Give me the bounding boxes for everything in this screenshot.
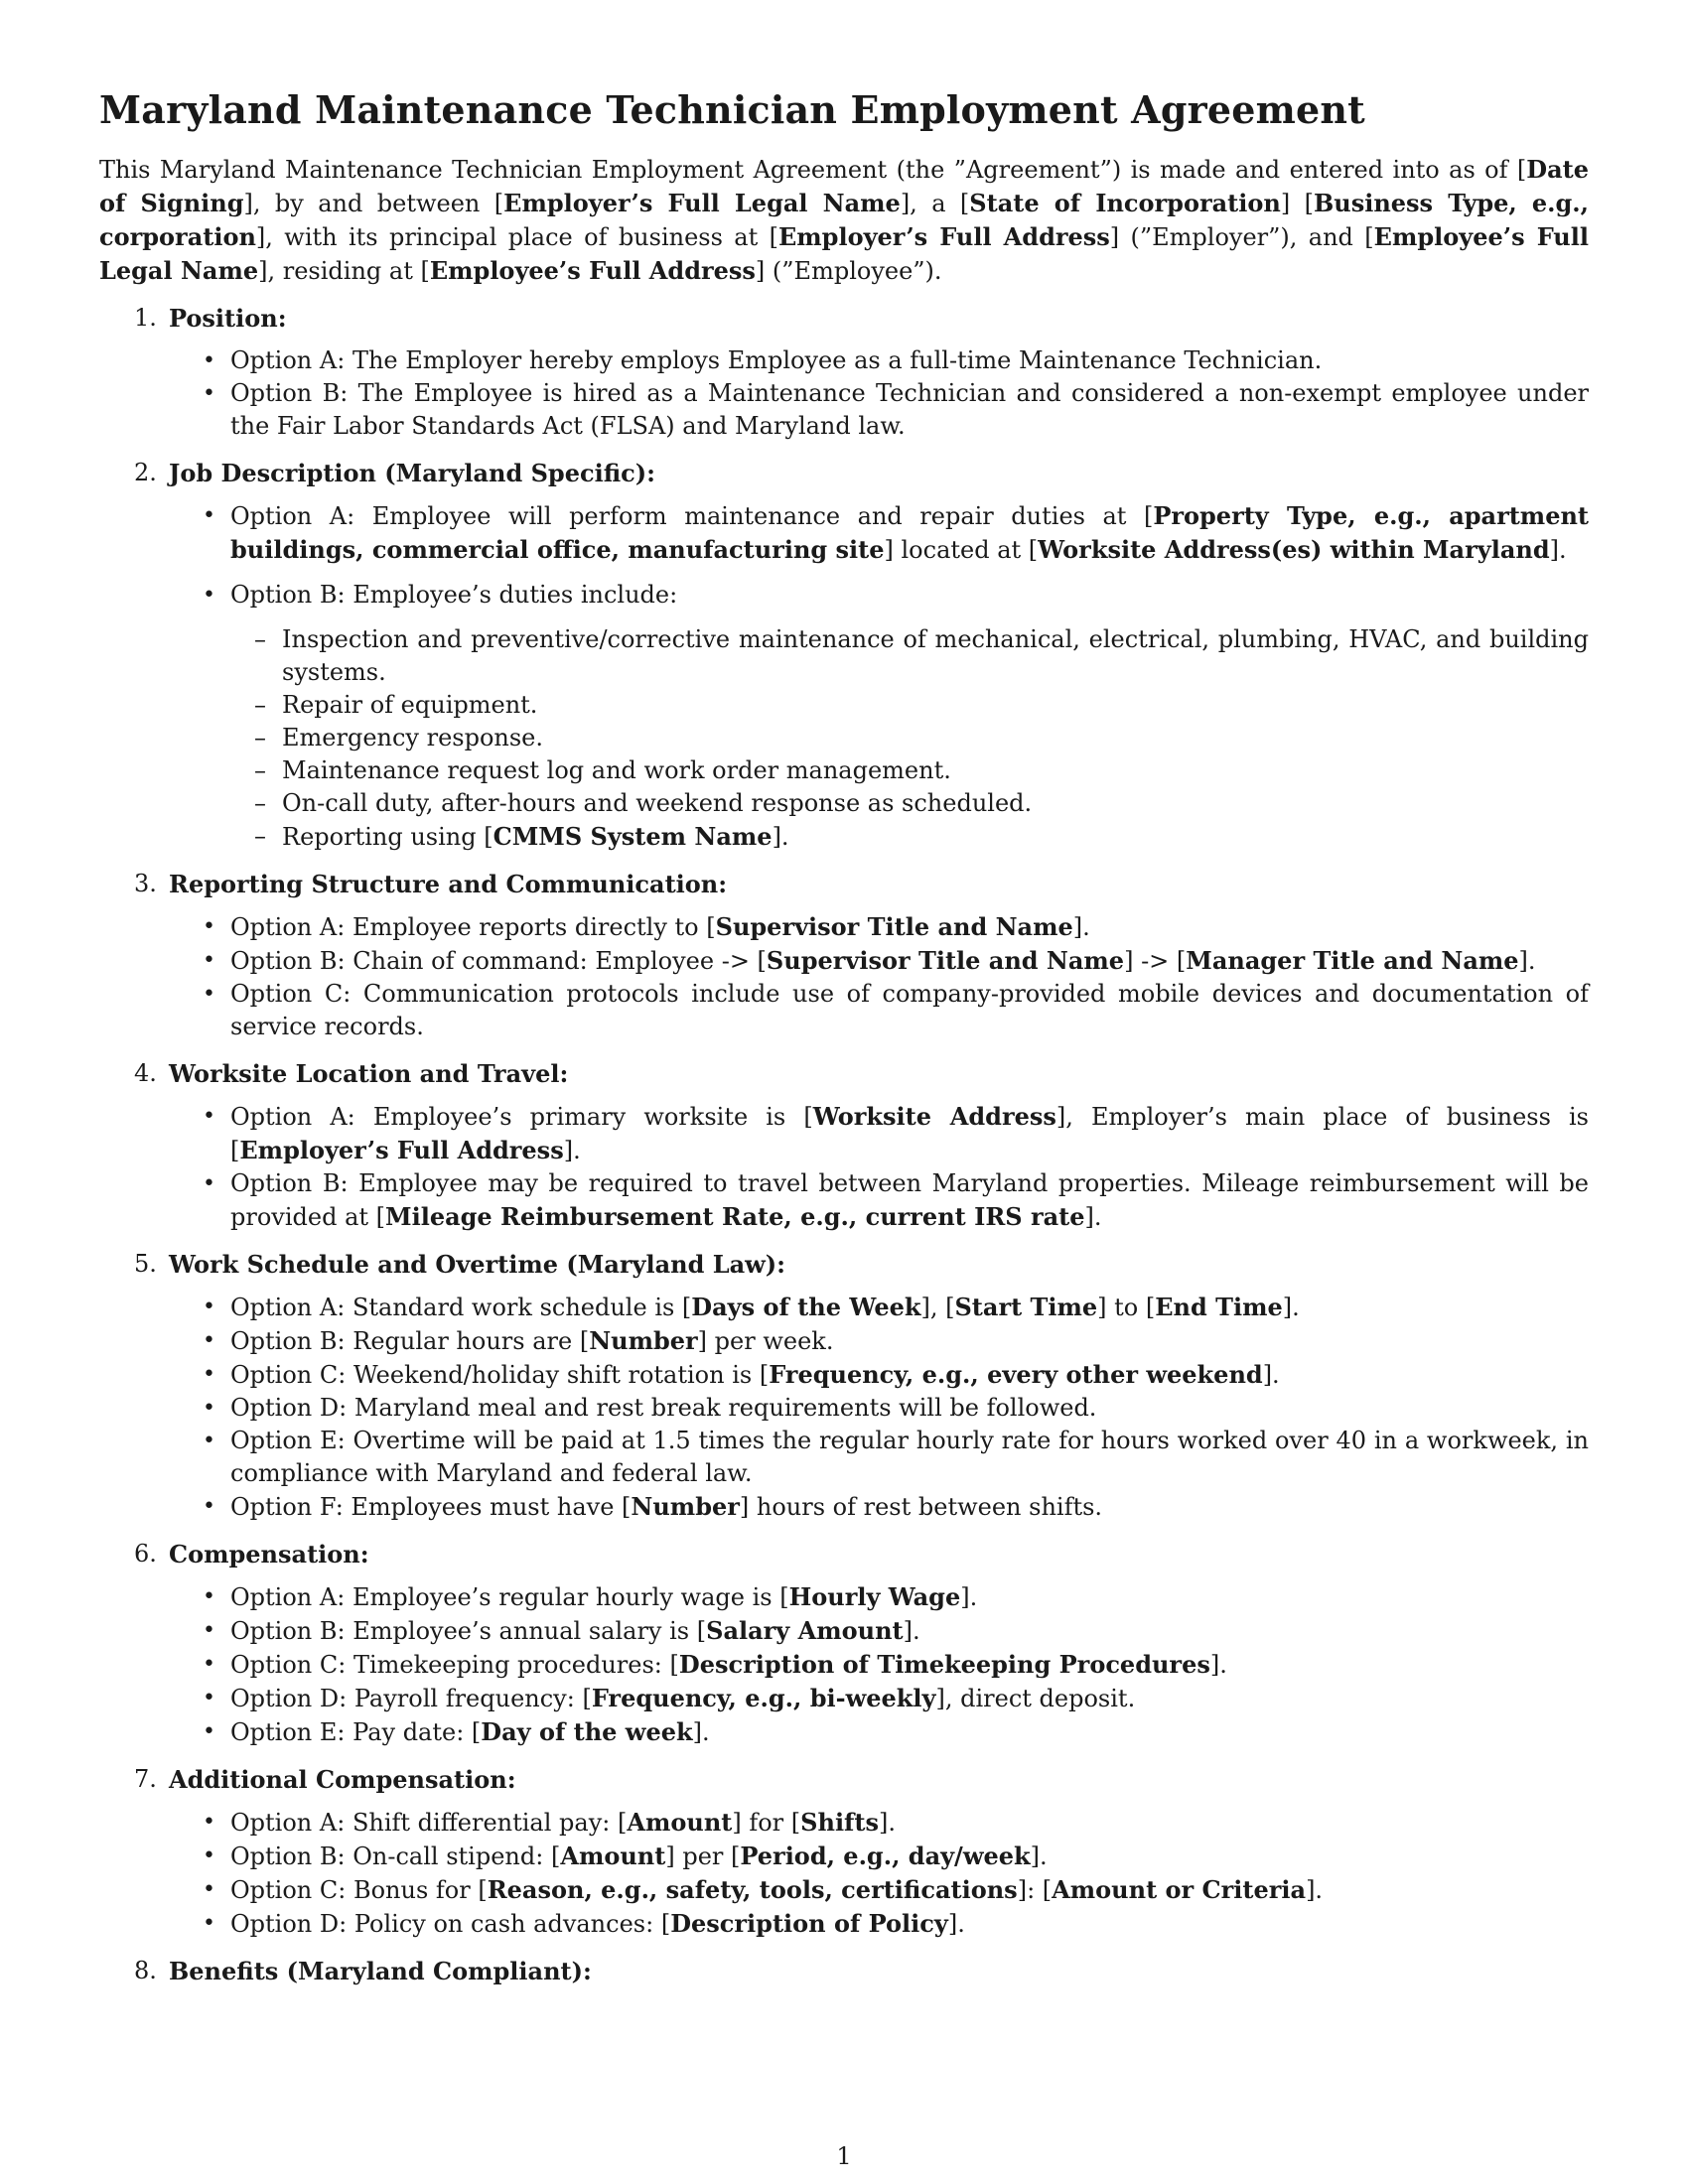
option-text: Option A: Employee’s regular hourly wage is [ <box>230 1583 789 1611</box>
option-item <box>169 1167 1589 1234</box>
option-text: ]. <box>692 1718 710 1746</box>
placeholder-shifts: Shifts <box>800 1808 879 1837</box>
option-text: ]. <box>1549 536 1567 564</box>
intro-text: ], with its principal place of business at [ <box>255 223 778 251</box>
option-item <box>169 579 1589 854</box>
option-text: ]. <box>878 1809 896 1837</box>
option-text: ] hours of rest between shifts. <box>739 1493 1103 1521</box>
option-item <box>169 1840 1589 1873</box>
placeholder-hourly-wage: Hourly Wage <box>788 1582 961 1611</box>
duties-list <box>230 623 1589 854</box>
section-additional-compensation <box>99 1763 1589 1941</box>
intro-text: ] (”Employer”), and [ <box>1109 223 1374 251</box>
option-item <box>169 1682 1589 1715</box>
option-item <box>169 1614 1589 1648</box>
placeholder-amount: Amount <box>627 1808 733 1837</box>
placeholder-timekeeping: Description of Timekeeping Procedures <box>678 1650 1210 1679</box>
section-number: 2. <box>134 459 157 486</box>
option-item <box>169 1715 1589 1749</box>
option-text: Option A: Employee reports directly to [ <box>230 913 716 941</box>
placeholder-pay-day: Day of the week <box>481 1717 693 1746</box>
section-position <box>99 302 1589 443</box>
document-page <box>99 85 1589 2001</box>
placeholder-supervisor: Supervisor Title and Name <box>715 912 1073 941</box>
option-item <box>169 499 1589 567</box>
option-item <box>169 1580 1589 1614</box>
placeholder-worksite-addresses: Worksite Address(es) within Maryland <box>1038 535 1550 564</box>
placeholder-manager: Manager Title and Name <box>1186 946 1519 975</box>
option-text: ]. <box>563 1137 581 1164</box>
option-text: ]. <box>1518 947 1536 975</box>
duty-item: – Repair of equipment. <box>230 689 1589 722</box>
option-text: ] -> [ <box>1124 947 1187 975</box>
option-item <box>169 1490 1589 1524</box>
option-text: ] to [ <box>1097 1294 1156 1321</box>
option-text: Option B: Regular hours are [ <box>230 1327 590 1355</box>
section-number: 1. <box>134 304 157 332</box>
option-text: Option B: Employee’s duties include: <box>230 581 678 609</box>
option-text: Option B: On-call stipend: [ <box>230 1843 561 1870</box>
option-text: ]. <box>1072 913 1090 941</box>
option-text: ] for [ <box>732 1809 801 1837</box>
option-text: ] per week. <box>697 1327 834 1355</box>
options-list <box>169 1291 1589 1524</box>
placeholder-amount: Amount <box>560 1842 666 1870</box>
duty-text: Reporting using [ <box>282 823 493 851</box>
placeholder-supervisor: Supervisor Title and Name <box>766 946 1125 975</box>
option-text: ]. <box>1282 1294 1300 1321</box>
placeholder-number: Number <box>589 1326 698 1355</box>
option-item: • Option D: Maryland meal and rest break requirements will be followed. <box>169 1392 1589 1425</box>
placeholder-frequency: Frequency, e.g., every other weekend <box>769 1360 1263 1389</box>
placeholder-policy: Description of Policy <box>670 1909 948 1938</box>
option-text: Option D: Payroll frequency: [ <box>230 1685 592 1712</box>
section-number: 5. <box>134 1250 157 1278</box>
options-list <box>169 1100 1589 1234</box>
duty-item: – Inspection and preventive/corrective maintenance of mechanical, electrical, plumbing, HVAC, and building systems. <box>230 623 1589 689</box>
placeholder-days: Days of the Week <box>691 1293 921 1321</box>
placeholder-date-of-signing: Date of Signing <box>99 155 1589 217</box>
intro-text: ] (”Employee”). <box>755 257 942 285</box>
duty-item: – Maintenance request log and work order management. <box>230 754 1589 787</box>
placeholder-business-type: Business Type, e.g., corporation <box>99 189 1590 251</box>
option-text: Option C: Timekeeping procedures: [ <box>230 1651 679 1679</box>
option-text: ], [ <box>920 1294 955 1321</box>
placeholder-property-type: Property Type, e.g., apartment buildings, commercial office, manufacturing site <box>230 501 1590 564</box>
option-item: • Option E: Overtime will be paid at 1.5 times the regular hourly rate for hours worked over 40 in a workweek, in compliance with Maryland and federal law. <box>169 1425 1589 1490</box>
intro-text: ] [ <box>1280 190 1314 217</box>
option-text: ]. <box>960 1583 978 1611</box>
placeholder-employer-address: Employer’s Full Address <box>777 222 1110 251</box>
options-list <box>169 1806 1589 1941</box>
intro-text: ], residing at [ <box>258 257 430 285</box>
intro-text: ], by and between [ <box>243 190 504 217</box>
option-text: Option C: Bonus for [ <box>230 1876 488 1904</box>
option-item <box>169 910 1589 944</box>
placeholder-number: Number <box>631 1492 740 1521</box>
placeholder-bonus-reason: Reason, e.g., safety, tools, certifications <box>487 1875 1018 1904</box>
option-text: Option A: Employee’s primary worksite is [ <box>230 1103 813 1131</box>
section-title: Benefits (Maryland Compliant): <box>169 1957 592 1985</box>
options-list <box>169 499 1589 854</box>
duty-text: ]. <box>772 823 789 851</box>
placeholder-payroll-frequency: Frequency, e.g., bi-weekly <box>591 1684 936 1712</box>
sections-list <box>99 302 1589 1987</box>
duty-item: – On-call duty, after-hours and weekend response as scheduled. <box>230 787 1589 820</box>
placeholder-mileage-rate: Mileage Reimbursement Rate, e.g., current IRS rate <box>385 1202 1085 1231</box>
option-item <box>169 1873 1589 1907</box>
section-title: Additional Compensation: <box>169 1765 516 1794</box>
option-text: Option B: Employee’s annual salary is [ <box>230 1617 707 1645</box>
options-list <box>169 344 1589 443</box>
section-title: Position: <box>169 304 287 333</box>
options-list <box>169 1580 1589 1749</box>
placeholder-period: Period, e.g., day/week <box>740 1842 1031 1870</box>
placeholder-employee-name: Employee’s Full Legal Name <box>99 222 1589 285</box>
option-item <box>169 1648 1589 1682</box>
option-text: Option A: Standard work schedule is [ <box>230 1294 692 1321</box>
option-text: Option A: Shift differential pay: [ <box>230 1809 628 1837</box>
option-item: • Option A: The Employer hereby employs Employee as a full-time Maintenance Technician. <box>169 344 1589 377</box>
section-number: 8. <box>134 1957 157 1984</box>
option-item <box>169 944 1589 978</box>
duty-item: – Emergency response. <box>230 722 1589 754</box>
option-text: ]. <box>947 1910 965 1938</box>
section-title: Reporting Structure and Communication: <box>169 870 728 898</box>
intro-text: ], a [ <box>900 190 970 217</box>
option-text: Option A: Employee will perform maintenance and repair duties at [ <box>230 502 1154 530</box>
placeholder-end-time: End Time <box>1155 1293 1283 1321</box>
option-text: Option F: Employees must have [ <box>230 1493 632 1521</box>
options-list <box>169 910 1589 1043</box>
section-reporting-structure <box>99 868 1589 1043</box>
section-job-description <box>99 457 1589 854</box>
option-text: ] located at [ <box>884 536 1039 564</box>
option-item <box>169 1358 1589 1392</box>
document-title: Maryland Maintenance Technician Employment Agreement <box>99 87 1365 132</box>
option-text: ], Employer’s main place of business is [ <box>230 1103 1589 1164</box>
section-title: Compensation: <box>169 1540 369 1569</box>
option-item <box>169 1907 1589 1941</box>
section-title: Job Description (Maryland Specific): <box>169 459 655 487</box>
option-text: Option E: Pay date: [ <box>230 1718 482 1746</box>
option-text: Option B: Employee may be required to travel between Maryland properties. Mileage reimbursement will be provided at [ <box>230 1169 1589 1231</box>
placeholder-amount-or-criteria: Amount or Criteria <box>1052 1875 1307 1904</box>
section-work-schedule <box>99 1248 1589 1524</box>
section-benefits <box>99 1955 1589 1987</box>
section-number: 7. <box>134 1765 157 1793</box>
placeholder-salary: Salary Amount <box>706 1616 904 1645</box>
intro-text: This Maryland Maintenance Technician Employment Agreement (the ”Agreement”) is made and entered into as of [ <box>99 156 1527 184</box>
placeholder-state: State of Incorporation <box>969 189 1281 217</box>
section-number: 6. <box>134 1540 157 1568</box>
option-text: ]. <box>1306 1876 1324 1904</box>
option-text: ]. <box>1084 1203 1102 1231</box>
option-text: ]. <box>1262 1361 1280 1389</box>
option-text: ]. <box>1209 1651 1227 1679</box>
placeholder-cmms-system: CMMS System Name <box>492 822 773 851</box>
page-number: 1 <box>836 2142 852 2170</box>
placeholder-employee-address: Employee’s Full Address <box>429 256 756 285</box>
duty-item <box>230 820 1589 854</box>
option-item <box>169 1806 1589 1840</box>
section-number: 3. <box>134 870 157 897</box>
placeholder-start-time: Start Time <box>954 1293 1098 1321</box>
option-text: ]. <box>1030 1843 1048 1870</box>
option-item <box>169 1100 1589 1167</box>
section-number: 4. <box>134 1059 157 1087</box>
placeholder-worksite-address: Worksite Address <box>812 1102 1056 1131</box>
option-item <box>169 1324 1589 1358</box>
option-item <box>169 1291 1589 1324</box>
option-text: Option C: Weekend/holiday shift rotation is [ <box>230 1361 770 1389</box>
section-worksite-location <box>99 1057 1589 1234</box>
section-title: Work Schedule and Overtime (Maryland Law): <box>169 1250 786 1279</box>
section-title: Worksite Location and Travel: <box>169 1059 569 1088</box>
option-text: Option B: Chain of command: Employee -> [ <box>230 947 767 975</box>
option-item: • Option B: The Employee is hired as a Maintenance Technician and considered a non-exempt employee under the Fair Labor Standards Act (FLSA) and Maryland law. <box>169 377 1589 443</box>
option-text: Option D: Policy on cash advances: [ <box>230 1910 671 1938</box>
option-text: ], direct deposit. <box>935 1685 1136 1712</box>
option-item: • Option C: Communication protocols include use of company-provided mobile devices and documentation of service records. <box>169 978 1589 1043</box>
placeholder-employer-address: Employer’s Full Address <box>239 1136 564 1164</box>
option-text: ] per [ <box>665 1843 741 1870</box>
section-compensation <box>99 1538 1589 1749</box>
option-text: ]. <box>903 1617 920 1645</box>
intro-paragraph <box>99 153 1589 288</box>
placeholder-employer-name: Employer’s Full Legal Name <box>503 189 901 217</box>
option-text: ]: [ <box>1017 1876 1053 1904</box>
